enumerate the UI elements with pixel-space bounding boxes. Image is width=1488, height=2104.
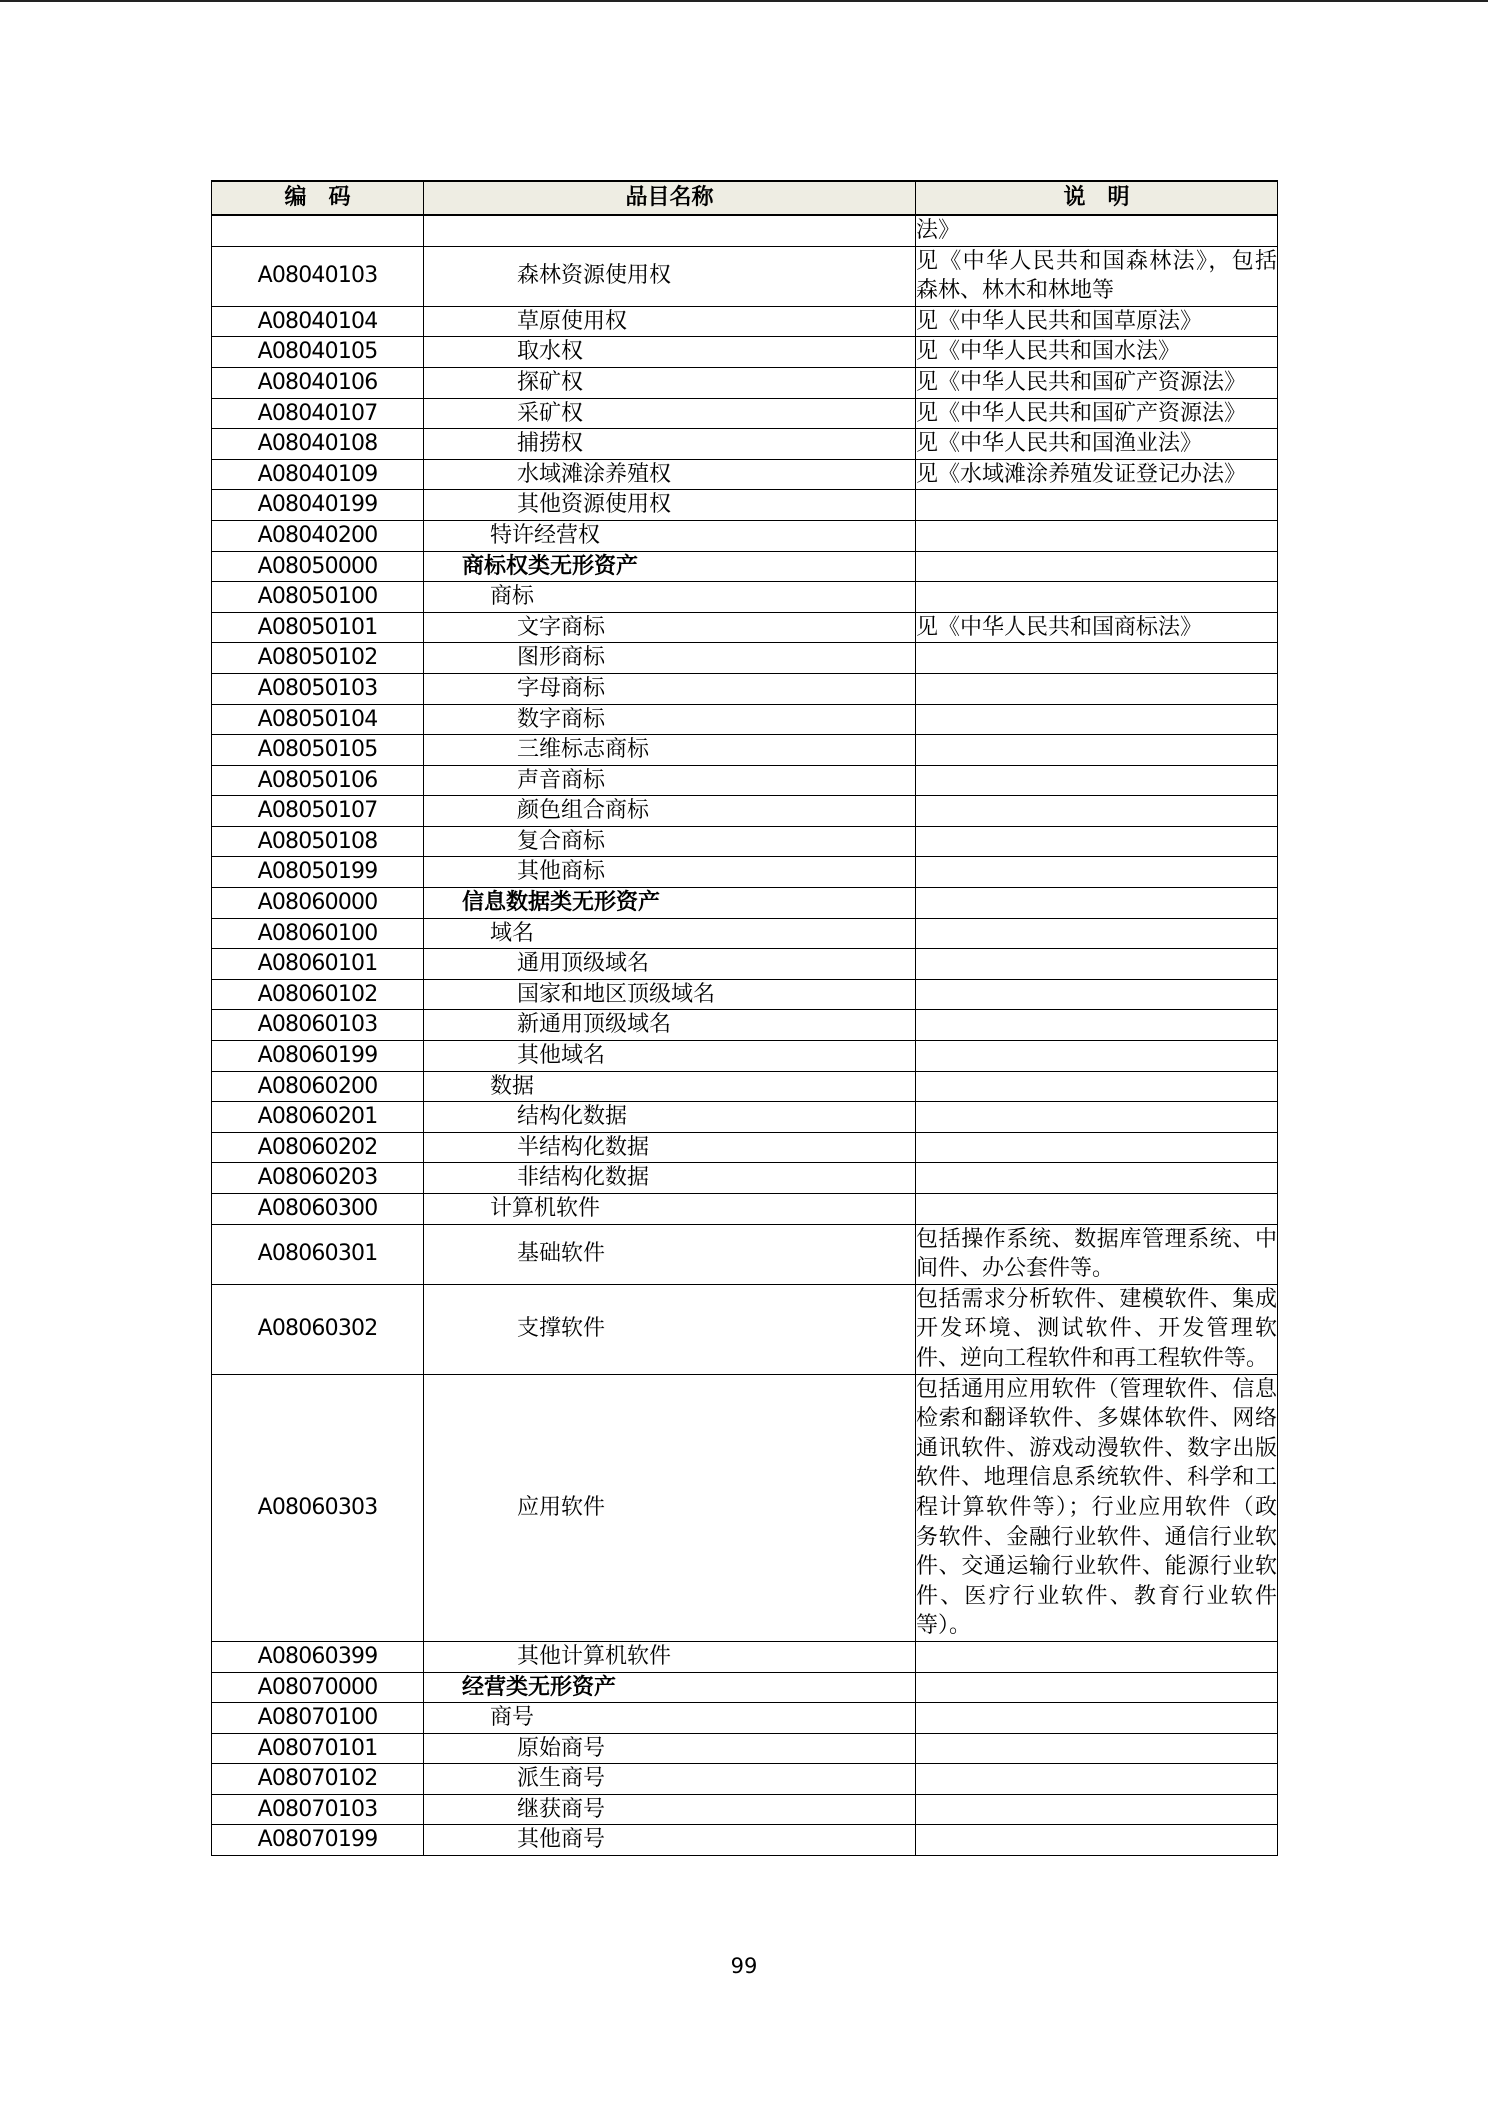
table-row xyxy=(212,1071,1278,1102)
cell-item-name: 域名 xyxy=(424,918,916,949)
cell-item-name: 捕捞权 xyxy=(424,429,916,460)
table-row xyxy=(212,1010,1278,1041)
cell-item-name: 商号 xyxy=(424,1703,916,1734)
cell-item-name: 数字商标 xyxy=(424,704,916,735)
cell-description xyxy=(916,826,1278,857)
cell-description: 法》 xyxy=(916,215,1278,246)
table-row xyxy=(212,673,1278,704)
cell-description: 包括操作系统、数据库管理系统、中间件、办公套件等。 xyxy=(916,1224,1278,1284)
cell-description xyxy=(916,1194,1278,1225)
cell-item-name: 半结构化数据 xyxy=(424,1132,916,1163)
table-row xyxy=(212,857,1278,888)
cell-description xyxy=(916,888,1278,919)
cell-item-name: 复合商标 xyxy=(424,826,916,857)
cell-description xyxy=(916,1041,1278,1072)
cell-item-name: 其他域名 xyxy=(424,1041,916,1072)
table-row xyxy=(212,246,1278,306)
cell-item-name: 颜色组合商标 xyxy=(424,796,916,827)
cell-code: A08050106 xyxy=(212,765,424,796)
table-row xyxy=(212,1641,1278,1672)
cell-code: A08050105 xyxy=(212,735,424,766)
table-row xyxy=(212,949,1278,980)
cell-code: A08060201 xyxy=(212,1102,424,1133)
cell-description xyxy=(916,1010,1278,1041)
table-row xyxy=(212,1764,1278,1795)
cell-code: A08060199 xyxy=(212,1041,424,1072)
cell-code: A08040103 xyxy=(212,246,424,306)
cell-item-name: 新通用顶级域名 xyxy=(424,1010,916,1041)
cell-code: A08040109 xyxy=(212,459,424,490)
table-row xyxy=(212,1733,1278,1764)
cell-item-name: 探矿权 xyxy=(424,367,916,398)
cell-item-name: 应用软件 xyxy=(424,1374,916,1641)
cell-code: A08060300 xyxy=(212,1194,424,1225)
cell-item-name: 图形商标 xyxy=(424,643,916,674)
cell-code: A08070101 xyxy=(212,1733,424,1764)
cell-code: A08070102 xyxy=(212,1764,424,1795)
header-item-name: 品目名称 xyxy=(424,181,916,215)
cell-description xyxy=(916,1132,1278,1163)
cell-code: A08050102 xyxy=(212,643,424,674)
cell-description xyxy=(916,643,1278,674)
table-row xyxy=(212,1794,1278,1825)
header-description: 说 明 xyxy=(916,181,1278,215)
cell-description: 包括需求分析软件、建模软件、集成开发环境、测试软件、开发管理软件、逆向工程软件和再工程软件等。 xyxy=(916,1284,1278,1374)
cell-description xyxy=(916,582,1278,613)
cell-item-name: 三维标志商标 xyxy=(424,735,916,766)
cell-code: A08050108 xyxy=(212,826,424,857)
cell-description: 见《中华人民共和国森林法》，包括森林、林木和林地等 xyxy=(916,246,1278,306)
cell-item-name: 声音商标 xyxy=(424,765,916,796)
cell-code: A08060301 xyxy=(212,1224,424,1284)
table-row xyxy=(212,520,1278,551)
table-row xyxy=(212,1041,1278,1072)
cell-description xyxy=(916,735,1278,766)
cell-description xyxy=(916,1733,1278,1764)
cell-item-name: 计算机软件 xyxy=(424,1194,916,1225)
table-row xyxy=(212,459,1278,490)
table-row xyxy=(212,888,1278,919)
cell-code: A08060100 xyxy=(212,918,424,949)
cell-code: A08050100 xyxy=(212,582,424,613)
cell-description xyxy=(916,1163,1278,1194)
cell-item-name: 取水权 xyxy=(424,337,916,368)
table-row xyxy=(212,1703,1278,1734)
table-row xyxy=(212,1672,1278,1703)
cell-code: A08040199 xyxy=(212,490,424,521)
cell-code: A08070199 xyxy=(212,1825,424,1856)
cell-description xyxy=(916,796,1278,827)
cell-code: A08060302 xyxy=(212,1284,424,1374)
table-row xyxy=(212,398,1278,429)
cell-code: A08040108 xyxy=(212,429,424,460)
cell-item-name: 继获商号 xyxy=(424,1794,916,1825)
cell-item-name: 森林资源使用权 xyxy=(424,246,916,306)
cell-item-name: 草原使用权 xyxy=(424,306,916,337)
cell-item-name: 派生商号 xyxy=(424,1764,916,1795)
table-row xyxy=(212,1163,1278,1194)
table-row xyxy=(212,582,1278,613)
cell-code: A08040106 xyxy=(212,367,424,398)
cell-code: A08050000 xyxy=(212,551,424,582)
cell-description: 见《中华人民共和国渔业法》 xyxy=(916,429,1278,460)
cell-description: 见《中华人民共和国草原法》 xyxy=(916,306,1278,337)
table-row xyxy=(212,1102,1278,1133)
cell-description xyxy=(916,918,1278,949)
cell-description xyxy=(916,857,1278,888)
cell-description: 见《中华人民共和国矿产资源法》 xyxy=(916,398,1278,429)
cell-item-name: 水域滩涂养殖权 xyxy=(424,459,916,490)
cell-item-name: 经营类无形资产 xyxy=(424,1672,916,1703)
cell-item-name: 其他资源使用权 xyxy=(424,490,916,521)
cell-code: A08040200 xyxy=(212,520,424,551)
cell-code: A08060200 xyxy=(212,1071,424,1102)
cell-description: 见《中华人民共和国水法》 xyxy=(916,337,1278,368)
top-border-line xyxy=(0,0,1488,2)
cell-code: A08060203 xyxy=(212,1163,424,1194)
cell-item-name: 基础软件 xyxy=(424,1224,916,1284)
cell-code: A08050107 xyxy=(212,796,424,827)
cell-code: A08070103 xyxy=(212,1794,424,1825)
cell-description: 包括通用应用软件（管理软件、信息检索和翻译软件、多媒体软件、网络通讯软件、游戏动漫软件、数字出版软件、地理信息系统软件、科学和工程计算软件等）；行业应用软件（政务软件、金融行业软件、通信行业软件、交通运输行业软件、能源行业软件、医疗行业软件、教育行业软件等）。 xyxy=(916,1374,1278,1641)
cell-item-name: 其他商号 xyxy=(424,1825,916,1856)
cell-item-name: 通用顶级域名 xyxy=(424,949,916,980)
cell-description: 见《中华人民共和国商标法》 xyxy=(916,612,1278,643)
cell-code: A08040107 xyxy=(212,398,424,429)
cell-item-name: 支撑软件 xyxy=(424,1284,916,1374)
cell-code: A08070000 xyxy=(212,1672,424,1703)
table-row xyxy=(212,429,1278,460)
cell-description xyxy=(916,979,1278,1010)
table-row xyxy=(212,551,1278,582)
cell-description xyxy=(916,1764,1278,1795)
cell-description xyxy=(916,1825,1278,1856)
cell-item-name: 数据 xyxy=(424,1071,916,1102)
table-row xyxy=(212,1224,1278,1284)
cell-item-name: 其他商标 xyxy=(424,857,916,888)
cell-item-name: 字母商标 xyxy=(424,673,916,704)
catalog-table xyxy=(211,180,1278,1856)
cell-description xyxy=(916,520,1278,551)
cell-code: A08070100 xyxy=(212,1703,424,1734)
cell-item-name: 商标权类无形资产 xyxy=(424,551,916,582)
cell-code: A08060102 xyxy=(212,979,424,1010)
cell-code: A08060399 xyxy=(212,1641,424,1672)
table-row xyxy=(212,735,1278,766)
table-row xyxy=(212,796,1278,827)
cell-item-name: 商标 xyxy=(424,582,916,613)
cell-code: A08050104 xyxy=(212,704,424,735)
cell-description xyxy=(916,673,1278,704)
header-code: 编 码 xyxy=(212,181,424,215)
cell-code: A08040104 xyxy=(212,306,424,337)
cell-item-name: 采矿权 xyxy=(424,398,916,429)
cell-description xyxy=(916,1071,1278,1102)
cell-description xyxy=(916,490,1278,521)
cell-description xyxy=(916,1672,1278,1703)
cell-item-name: 原始商号 xyxy=(424,1733,916,1764)
cell-description xyxy=(916,949,1278,980)
table-row xyxy=(212,1374,1278,1641)
cell-item-name: 文字商标 xyxy=(424,612,916,643)
cell-description xyxy=(916,1102,1278,1133)
cell-description: 见《水域滩涂养殖发证登记办法》 xyxy=(916,459,1278,490)
cell-code: A08050101 xyxy=(212,612,424,643)
cell-code: A08050103 xyxy=(212,673,424,704)
table-header xyxy=(212,181,1278,215)
table-row xyxy=(212,979,1278,1010)
table-row xyxy=(212,367,1278,398)
cell-description xyxy=(916,765,1278,796)
cell-code: A08060101 xyxy=(212,949,424,980)
cell-code: A08060303 xyxy=(212,1374,424,1641)
cell-description xyxy=(916,551,1278,582)
table-row xyxy=(212,1194,1278,1225)
cell-description: 见《中华人民共和国矿产资源法》 xyxy=(916,367,1278,398)
table-row xyxy=(212,490,1278,521)
cell-code: A08060202 xyxy=(212,1132,424,1163)
table-row xyxy=(212,1284,1278,1374)
cell-code: A08060103 xyxy=(212,1010,424,1041)
cell-description xyxy=(916,1641,1278,1672)
cell-item-name: 特许经营权 xyxy=(424,520,916,551)
cell-description xyxy=(916,1794,1278,1825)
table-row xyxy=(212,765,1278,796)
table-row xyxy=(212,1132,1278,1163)
table-row xyxy=(212,612,1278,643)
cell-item-name: 信息数据类无形资产 xyxy=(424,888,916,919)
table-row xyxy=(212,215,1278,246)
cell-code: A08060000 xyxy=(212,888,424,919)
table-row xyxy=(212,306,1278,337)
table-row xyxy=(212,704,1278,735)
table-row xyxy=(212,643,1278,674)
cell-item-name: 国家和地区顶级域名 xyxy=(424,979,916,1010)
table-body xyxy=(212,215,1278,1856)
table-row xyxy=(212,826,1278,857)
cell-item-name: 非结构化数据 xyxy=(424,1163,916,1194)
table-row xyxy=(212,337,1278,368)
cell-code xyxy=(212,215,424,246)
page-number: 99 xyxy=(730,1954,758,1978)
cell-item-name: 结构化数据 xyxy=(424,1102,916,1133)
cell-item-name xyxy=(424,215,916,246)
cell-code: A08040105 xyxy=(212,337,424,368)
cell-item-name: 其他计算机软件 xyxy=(424,1641,916,1672)
table-row xyxy=(212,918,1278,949)
cell-description xyxy=(916,1703,1278,1734)
cell-description xyxy=(916,704,1278,735)
table-row xyxy=(212,1825,1278,1856)
cell-code: A08050199 xyxy=(212,857,424,888)
